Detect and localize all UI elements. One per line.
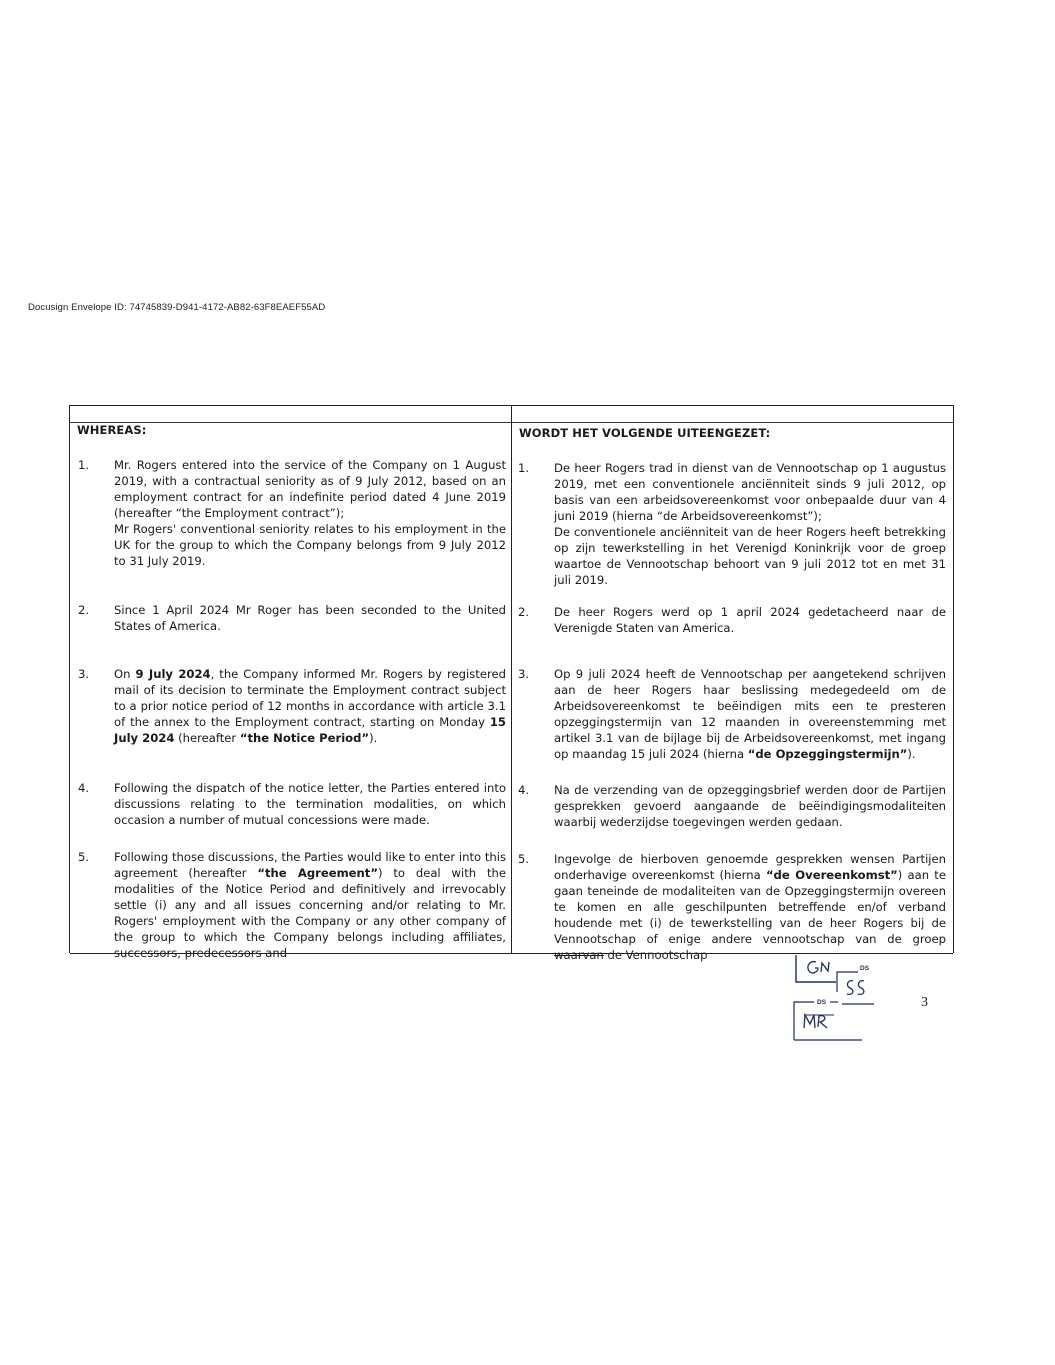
clause-paragraph: Mr Rogers' conventional seniority relates to his employment in the UK for the group to which the Company belongs from 9 July 2012 to 31 July 2019.	[114, 522, 506, 568]
english-column	[69, 405, 512, 960]
clause-number: 5.	[518, 852, 530, 866]
bilingual-clause-table	[69, 405, 952, 962]
clause-paragraph: Na de verzending van de opzeggingsbrief werden door de Partijen gesprekken gevoerd aangaande de beëindigingsmodaliteiten waarbij wederzijdse toegevingen werden gedaan.	[554, 783, 946, 829]
dutch-column	[511, 405, 954, 962]
clause-paragraph: Op 9 juli 2024 heeft de Vennootschap per aangetekend schrijven aan de heer Rogers haar beslissing medegedeeld om de Arbeidsovereenkomst te beëindigen mits een te presteren opzeggingstermijn van 12 maanden in overeenstemming met artikel 3.1 van de bijlage bij de Arbeidsovereenkomst, met ingang op maandag 15 juli 2024 (hierna “de Opzeggingstermijn”).	[554, 667, 946, 761]
clause-text	[554, 460, 946, 588]
clause-paragraph: De heer Rogers trad in dienst van de Vennootschap op 1 augustus 2019, met een conventionele anciënniteit sinds 9 juli 2012, op basis van een arbeidsovereenkomst voor onbepaalde duur van 4 juni 2019 (hierna “de Arbeidsovereenkomst”);	[554, 461, 946, 523]
clause-number: 5.	[78, 850, 90, 864]
clause-paragraph: Following those discussions, the Parties would like to enter into this agreement (hereafter “the Agreement”) to deal with the modalities of the Notice Period and definitively and irrevocably settle (i) any and all issues concerning and/or relating to Mr. Rogers' employment with the Company or any other company of the group to which the Company belongs including affiliates, successors, predecessors and	[114, 850, 507, 960]
clause-text	[554, 782, 946, 830]
svg-text:DS: DS	[817, 999, 827, 1006]
handwritten-initials-signature	[790, 952, 900, 1044]
clause-paragraph: Following the dispatch of the notice letter, the Parties entered into discussions relating to the termination modalities, on which occasion a number of mutual concessions were made.	[114, 781, 506, 827]
table-bottom-border	[70, 953, 512, 954]
clause-text	[554, 666, 946, 762]
header-divider	[512, 422, 953, 423]
clause-number: 3.	[78, 667, 90, 681]
page-number: 3	[921, 995, 928, 1010]
clause-paragraph: On 9 July 2024, the Company informed Mr. Rogers by registered mail of its decision to terminate the Employment contract subject to a prior notice period of 12 months in accordance with article 3.1 of the annex to the Employment contract, starting on Monday 15 July 2024 (hereafter “the Notice Period”).	[114, 667, 506, 745]
uiteengezet-heading: WORDT HET VOLGENDE UITEENGEZET:	[519, 426, 771, 440]
clause-text	[114, 457, 506, 569]
initials-signature-block	[790, 952, 900, 1044]
whereas-heading: WHEREAS:	[77, 423, 147, 437]
clause-text	[554, 851, 946, 963]
svg-text:DS: DS	[860, 965, 870, 972]
clause-number: 4.	[518, 783, 530, 797]
clause-number: 2.	[78, 603, 90, 617]
clause-paragraph: De conventionele anciënniteit van de heer Rogers heeft betrekking op zijn tewerkstelling in het Verenigd Koninkrijk voor de groep waartoe de Vennootschap behoort van 9 juli 2012 tot en met 31 juli 2019.	[554, 525, 946, 587]
clause-paragraph: Ingevolge de hierboven genoemde gesprekken wensen Partijen onderhavige overeenkomst (hierna “de Overeenkomst”) aan te gaan teneinde de modaliteiten van de Opzeggingstermijn overeen te komen en alle geschilpunten betreffende en/of verband houdende met (i) de tewerkstelling van de heer Rogers bij de Vennootschap of enige andere vennootschap van de groep waarvan de Vennootschap	[554, 852, 946, 962]
clause-number: 3.	[518, 667, 530, 681]
clause-paragraph: Mr. Rogers entered into the service of the Company on 1 August 2019, with a contractual seniority as of 9 July 2012, based on an employment contract for an indefinite period dated 4 June 2019 (hereafter “the Employment contract”);	[114, 458, 506, 520]
clause-text	[114, 780, 506, 828]
docusign-envelope-id: Docusign Envelope ID: 74745839-D941-4172-AB82-63F8EAEF55AD	[28, 302, 326, 313]
clause-number: 4.	[78, 781, 90, 795]
clause-paragraph: De heer Rogers werd op 1 april 2024 gedetacheerd naar de Verenigde Staten van America.	[554, 605, 946, 635]
clause-number: 1.	[78, 458, 90, 472]
clause-paragraph: Since 1 April 2024 Mr Roger has been seconded to the United States of America.	[114, 603, 506, 633]
clause-number: 2.	[518, 605, 530, 619]
clause-text	[114, 602, 506, 634]
clause-text	[114, 849, 506, 961]
clause-text	[554, 604, 946, 636]
clause-text	[114, 666, 506, 746]
clause-number: 1.	[518, 461, 530, 475]
